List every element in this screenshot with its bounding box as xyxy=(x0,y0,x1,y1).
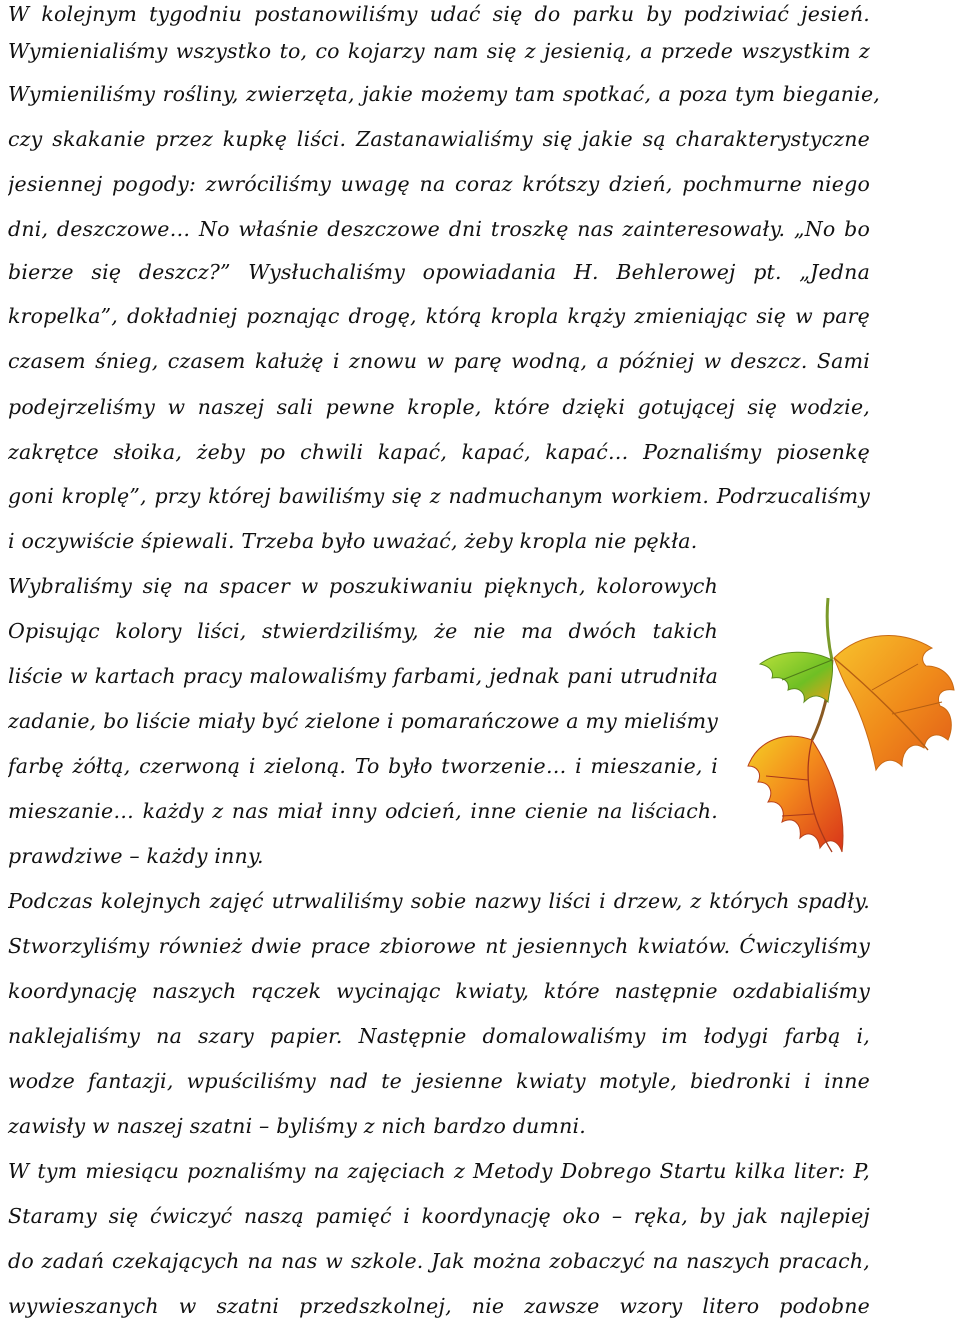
text-line: koordynację naszych rączek wycinając kwiaty, które następnie ozdabialiśmy xyxy=(8,979,870,1003)
text-line: Wybraliśmy się na spacer w poszukiwaniu pięknych, kolorowych xyxy=(8,574,718,598)
text-line: Podczas kolejnych zajęć utrwaliliśmy sobie nazwy liści i drzew, z których spadły. xyxy=(8,889,870,913)
text-line: jesiennej pogody: zwróciliśmy uwagę na coraz krótszy dzień, pochmurne niego xyxy=(8,172,870,196)
text-line: zadanie, bo liście miały być zielone i pomarańczowe a my mieliśmy xyxy=(8,709,718,733)
text-line: W kolejnym tygodniu postanowiliśmy udać się do parku by podziwiać jesień. xyxy=(8,2,870,26)
text-line: mieszanie… każdy z nas miał inny odcień, inne cienie na liściach. xyxy=(8,799,718,823)
text-line: Stworzyliśmy również dwie prace zbiorowe nt jesiennych kwiatów. Ćwiczyliśmy xyxy=(8,934,870,958)
autumn-leaves-image xyxy=(742,590,958,874)
text-line: goni kroplę”, przy której bawiliśmy się z nadmuchanym workiem. Podrzucaliśmy xyxy=(8,484,870,508)
text-line: czy skakanie przez kupkę liści. Zastanawialiśmy się jakie są charakterystyczne xyxy=(8,127,870,151)
text-line: i oczywiście śpiewali. Trzeba było uważać, żeby kropla nie pękła. xyxy=(8,529,698,553)
text-line: liście w kartach pracy malowaliśmy farbami, jednak pani utrudniła xyxy=(8,664,718,688)
text-line: farbę żółtą, czerwoną i zieloną. To było tworzenie… i mieszanie, i xyxy=(8,754,718,778)
text-line: kropelka”, dokładniej poznając drogę, którą kropla krąży zmieniając się w parę xyxy=(8,304,870,328)
text-line: dni, deszczowe… No właśnie deszczowe dni troszkę nas zainteresowały. „No bo xyxy=(8,217,870,241)
text-line: naklejaliśmy na szary papier. Następnie domalowaliśmy im łodygi farbą i, xyxy=(8,1024,870,1048)
text-line: zawisły w naszej szatni – byliśmy z nich bardzo dumni. xyxy=(8,1114,586,1138)
text-line: prawdziwe – każdy inny. xyxy=(8,844,264,868)
text-line: bierze się deszcz?” Wysłuchaliśmy opowiadania H. Behlerowej pt. „Jedna xyxy=(8,260,870,284)
text-line: wywieszanych w szatni przedszkolnej, nie zawsze wzory litero podobne xyxy=(8,1294,870,1318)
text-line: wodze fantazji, wpuściliśmy nad te jesienne kwiaty motyle, biedronki i inne xyxy=(8,1069,870,1093)
text-line: do zadań czekających na nas w szkole. Jak można zobaczyć na naszych pracach, xyxy=(8,1249,870,1273)
text-line: Staramy się ćwiczyć naszą pamięć i koordynację oko – ręka, by jak najlepiej xyxy=(8,1204,870,1228)
text-line: zakrętce słoika, żeby po chwili kapać, kapać, kapać… Poznaliśmy piosenkę xyxy=(8,440,870,464)
text-line: podejrzeliśmy w naszej sali pewne krople, które dzięki gotującej się wodzie, xyxy=(8,395,870,419)
text-line: Wymienialiśmy wszystko to, co kojarzy nam się z jesienią, a przede wszystkim z xyxy=(8,39,870,63)
text-line: Wymieniliśmy rośliny, zwierzęta, jakie możemy tam spotkać, a poza tym bieganie, xyxy=(8,82,880,106)
text-line: czasem śnieg, czasem kałużę i znowu w parę wodną, a później w deszcz. Sami xyxy=(8,349,870,373)
text-line: W tym miesiącu poznaliśmy na zajęciach z Metody Dobrego Startu kilka liter: P, xyxy=(8,1159,870,1183)
text-line: Opisując kolory liści, stwierdziliśmy, że nie ma dwóch takich xyxy=(8,619,718,643)
